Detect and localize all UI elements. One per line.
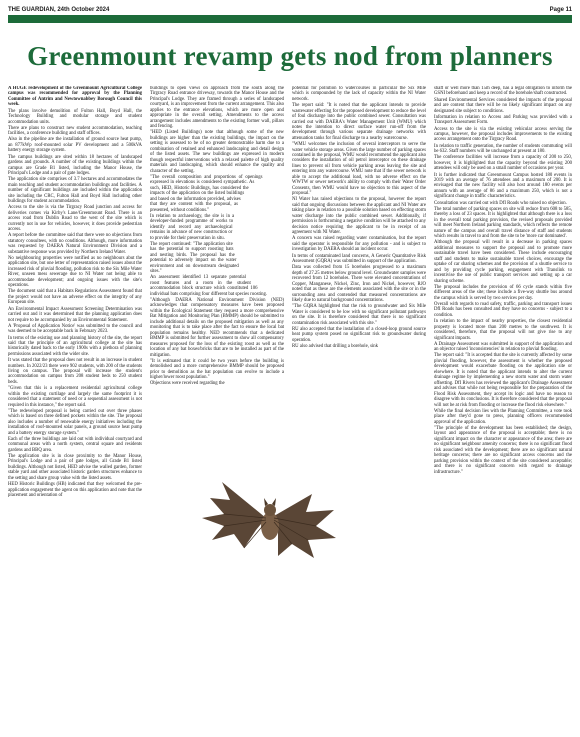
article-column-1	[8, 86, 142, 732]
article-paragraph: There are plans to construct new student accommodation, teaching facilities, a conference building and staff offices.	[8, 125, 142, 137]
article-paragraph: In terms of contaminated land concerns, A Generic Quantitative Risk Assessment (GQRA) was submitted in support of the application.	[292, 253, 426, 265]
article-paragraph: RU also advised that drilling a borehole, sink	[292, 344, 379, 350]
article-paragraph: The report said: "It is accepted that the site is currently affected by some pluvial flooding, however, the assessment is whether the proposed development would exacerbate flooding on the application site or elsewhere. It is noted that the applicant intends to alter the current drainage regime by implementing a new storm water and storm water offsetting. DfI Rivers has reviewed the applicant's Drainage Assessment and advises that while not being responsible for the preparation of the Flood Risk Assessment, they accept its logic and have no reason to disagree with its conclusions. It is therefore considered that the proposal will not be at risk from flooding or increase the flood risk elsewhere."	[434, 353, 572, 408]
article-paragraph: "WMU welcomes the inclusion of several interceptors to serve the water vehicle storage areas. Given the large number of parking spaces contained in the proposal, WMU would recommend the applicant also considers the installation of oil petrol interceptor on these drainage lines to prevent oil from vehicle parking areas leaving the site and entering into any watercourse. WMU note that if the sewer network is able to accept the additional load, with no adverse effect on the WWTW or sewer network's ability to comply with their Water Order Consents, then WMU would have no objection to this aspect of the proposal."	[292, 142, 426, 197]
article-paragraph: The plans involve demolition of Fulton Hall, Boyd Hall, the Technology Building and modular storage and student accommodation units.	[8, 108, 142, 125]
article-paragraph: The document said that a Habitats Regulations Assessment found that the project would not have an adverse effect on the integrity of any European site.	[8, 289, 142, 306]
article-paragraph: RU also accepted that the installation of a closed-loop ground source heat pump system posed no significant risk to groundwater during operation.	[292, 326, 426, 343]
article-paragraph: The conference facilities will increase from a capacity of 200 to 250, however, it is highlighted that the capacity beyond the existing 200 attendees will only be used on a small number of occasions per year.	[434, 155, 572, 172]
article-paragraph: An Environmental Impact Assessment Screening Determination was carried out and it was determined that the planning application does not require to be accompanied by an Environmental Statement.	[8, 306, 142, 323]
article-paragraph: "Although DAERA National Environment Division (NED) acknowledges that compensatory measures have been proposed within the Ecological Statement they request a more comprehensive Bat Mitigation and Monitoring Plan (BMMP) should be submitted to include additional details on the proposed mitigation as well as any monitoring that is to take place after the fact to ensure the local bat population remains healthy. NED recommends that a dedicated BMMP is submitted for further assessment to show all compensatory measures proposed for the loss of the existing roost as well as the location of any bat boxes/bricks that are to be installed as part of the mitigation.	[150, 298, 284, 358]
article-paragraph: While the final decision lies with the Planning Committee, a vote took place after they'd gone to press, planning officers recommended approval of the application.	[434, 408, 572, 425]
article-paragraph: In relation to archaeology, the site is in a developer-funded programme of works to identify and record any archaeological remains in advance of new construction or to provide for their preservation in situ.	[150, 213, 235, 241]
article-paragraph: Shared Environmental Services considered the impacts of the proposal and are content that there will be no likely significant impact on any designated site subject to conditions.	[434, 97, 572, 114]
article-paragraph: Although the proposal will result in a decrease in parking spaces additional measures to support the proposal and to promote more sustainable travel have been considered. These include encouraging staff and students to make sustainable travel choices, encourage the uptake of car sharing schemes and the provision of a shuttle service to and by providing cycle parking, engagement with Translink to incentivise the use of public transport services and setting up a car sharing scheme.	[434, 240, 572, 284]
article-paragraph: Overall with regards to road safety, traffic, parking and transport issues DfI Roads has been consulted and they have no concerns - subject to a condition.	[434, 301, 572, 318]
article-paragraph: Objections were received regarding the	[150, 381, 225, 387]
article-paragraph: "The overall composition and proportions of openings expressed in elevations is considered sympathetic. As such, HED, Historic Buildings, has considered the impacts of the application on the listed buildings and based on the information provided, advises that they are content with the proposal, as presented, without conditions."	[150, 174, 263, 213]
article-paragraph: "The GQRA highlighted that the risk to groundwater and Six Mile Water is considered to be low with no significant pollutant pathways on the site. It is therefore considered that there is no significant contamination risk associated with this site."	[292, 304, 426, 326]
article-paragraph: "The redeveloped proposal is being carried out over three phases which is based on three defined pockets within the site. The proposal also includes a number of renewable energy initiatives including the installation of roof-mounted solar panels, a ground source heat pump and a battery energy storage system."	[8, 408, 142, 436]
article-paragraph: It was stated that the proposal does not result in an increase in student numbers. In 2022/23 there were 902 students, with 200 of the students living on campus. The proposal will increase the student's accommodation on campus from 208 student beds to 250 student beds.	[8, 358, 142, 385]
article-paragraph: "Given that this is a replacement residential agricultural college within the existing curtilage and largely the same footprint it is considered that a statement of need or a sequential assessment is not required in this instance," the report said.	[8, 386, 142, 408]
article-paragraph: HED Historic Buildings (HB) indicated that they welcomed the pre-application engagement the agent on this application and note that the placement and orientation of	[8, 482, 142, 498]
article-paragraph: "The principle of the development has been established; the design, layout and appearance of the proposal is acceptable; there is no significant impact on the character or appearance of the area; there are no significant neighbour amenity concerns; there is no significant flood risk associated with the development; there are no significant natural heritage concerns; there are no significant access concerns and the parking provision within the context of the site considered acceptable; and there is no significant concern with regard to drainage infrastructure."	[434, 425, 572, 475]
publication-date: THE GUARDIAN, 24th October 2024	[8, 6, 110, 13]
masthead	[8, 4, 572, 15]
article-paragraph: Data was collected from 15 boreholes progressed to a maximum depth of 27.25 metres below ground level. Groundwater samples were recovered from 12 boreholes. There were elevated concentrations of Copper, Manganese, Nickel, Zinc, Iron and Nickel, however, RJO noted that as these are the elements associated with the site or in the surrounding area and contended that measured concentrations are likely due to natural background concentrations.	[292, 265, 426, 303]
headline: Greenmount revamp gets nod from planners	[27, 41, 553, 71]
article-paragraph: In relation to the impact of nearby properties, the closest residential property is located more than 200 metres to the southwest. It is considered, therefore, that the proposal will not give rise to any significant impacts.	[434, 319, 572, 341]
article-paragraph: The application site comprises of 3.7 hectares and accommodates the main teaching and student accommodation buildings and facilities. A number of significant buildings are included within the application site including the CRC, Fulton Hall and Boyd Hall including other buildings for student accommodation.	[8, 177, 142, 205]
article-paragraph: Consultation was carried out with DfI Roads who raised no objection.	[434, 200, 567, 206]
article-paragraph: No neighbouring properties were notified as no neighbours abut the application site, but one letter of representation raised issues about the increased risk of pluvial flooding, pollution risk to the Six Mile Water River, unseen mess sewerage due to NI Water not being able to accommodate development; and ongoing issues with the site's operations.	[8, 255, 142, 289]
article-column-3	[292, 86, 426, 732]
page-number: Page 11	[549, 6, 572, 13]
article-paragraph: shaft or well more than 15m deep, has a legal obligation to inform the GSNI beforehand and keep a record of the borehole/shaft constructed.	[434, 86, 572, 97]
article-paragraph: "It is estimated that it could be two years before the building is demolished and a more comprehensive BMMP should be proposed prior to demolition as the bat population can evolve to include a higher/lower roost population."	[150, 358, 284, 381]
article-paragraph: In terms of the existing use and planning history of the site, the report said that the principle of an agricultural college at the site has historically dated back to the early 1900s with a plethora of planning permissions associated with the wider site.	[8, 335, 142, 357]
article-paragraph: Access to the site is via the Tirgracy Road junction and access for deliveries comes via Kirby's Lane/Greenmount Road. There is an access road from Dublin Road to the west of the site which is currently not in use for vehicles, however, it does provide pedestrian access.	[8, 205, 142, 233]
article-paragraph: The total number of parking spaces on site will reduce from 608 to 585, thereby a loss of 23 spaces. It is highlighted that although there is a loss in the overall total parking provision, the revised proposals provided will meet Northern Ireland parking standards, which reflects the remote nature of the campus and overall travel distance of staff and students which results in travel to and from the site to be 'more car dominated'.	[434, 206, 572, 240]
article-paragraph: A HUGE redevelopment of the Greenmount Agricultural College campus was recommended for approval by the Planning Committee of Antrim and Newtownabbey Borough Council this week.	[8, 86, 142, 108]
article-paragraph: Each of the three buildings are laid out with individual courtyard and communal areas with a north system, central square and residents gardens and BBQ area.	[8, 436, 142, 453]
article-paragraph: NI Water has raised objections to the proposal, however the report said that ongoing discussions between the applicant and NI Water are taking place in relation to a possible solution based on effecting storm water discharge into the public combined sewer. Additionally, if permission is forthcoming a negative condition will be attached to any decision notice requiring the applicant to be in receipt of an agreement with NI Water.	[292, 197, 426, 236]
article-paragraph: An assessment identified 13 separate potential roost features and a room in the student accommodation block structure which constituted 106 individual bats comprising four different bat species roosting.	[150, 275, 268, 297]
masthead-rule	[8, 15, 572, 23]
article-paragraph: potential for pollution to watercourses in particular the Six Mile which is compounded by the lack of capacity within the NI Water network.	[292, 86, 426, 102]
article-column-4	[434, 86, 572, 732]
bat-body	[261, 512, 279, 540]
article-paragraph: Information in relation to Access and Parking was provided with a Transport Assessment Form.	[434, 114, 572, 126]
article-paragraph: Also in the pipeline are the installation of ground source heat pump, an 877kWp roof-mounted solar PV development and a 500kVA battery energy storage system.	[8, 137, 142, 154]
article-paragraph: The report continued: "The application site has the potential to support roosting bats and nesting birds. The proposal has the potential to adversely impact on the water environment and on downstream designated sites."	[150, 241, 239, 275]
article-paragraph: "HED (Listed Buildings) note that although some of the new buildings are higher than the existing buildings, the impact on the setting is assessed to be of no greater demonstrable harm due to a combination of retained and enhanced landscaping and detail design of the listed assets. The new buildings are expressed in modern though respectful interventions with a relaxed palette of high quality materials and landscaping, which should enhance the quality and character of the setting.	[150, 130, 284, 174]
article-paragraph: A report before the committee said that there were no objections from statutory consultees, with no conditions. Although, more information was requested by DAERA Natural Environment Division and a substantive response was provided by Northern Ireland Water.	[8, 233, 142, 255]
article-paragraph: It is further indicated that Greenmount Campus hosted 180 events in 2019 with an average of 76 attendees and a maximum of 200. It is envisaged that the new facility will also host around 180 events per annum with an average of 86 and a maximum 250, which is not a significant change in traffic characteristics.	[434, 172, 572, 200]
bat-head	[264, 504, 276, 516]
article-paragraph: The report said: "It is noted that the applicant intends to provide wastewater effecting for the proposed development to reduce the level of foul discharge into the public combined sewer. Consultation was carried out with DAERA's Water Management Unit (WMU) which notes the intention to direct surface water run-off from the development through various separate drainage networks with attenuation tanks for final discharge to a nearby watercourse.	[292, 103, 426, 141]
article-paragraph: A Drainage Assessment was submitted in support of the application and an objector raised 'inconsistencies' in relation to pluvial flooding.	[434, 341, 572, 353]
article-paragraph: The campus buildings are sited within 18 hectares of landscaped gardens and grounds. A number of the existing buildings within the campus are Grade B1 listed, including the Manor House, the Principal's Lodge and a pair of gate lodges.	[8, 154, 142, 176]
article-paragraph: In relation to traffic generation, the number of students commuting will be 632. Staff numbers will be unchanged at present at 180.	[434, 143, 572, 155]
bat-photo	[194, 460, 344, 580]
article-paragraph: A 'Proposal of Application Notice' was submitted to the council and was deemed to be acceptable back in February 2023.	[8, 323, 142, 335]
article-paragraph: The proposal includes the provision of 66 cycle stands within five different areas of the site; these include a five-way shuttle bus around the campus which is served by two services per day.	[434, 284, 572, 301]
article-column-2	[150, 86, 284, 732]
article-paragraph: The application site is in close proximity to the Manor House, Principal's Lodge and a pair of gate lodges, all Grade B1 listed buildings. Although not listed, HED advise the walled garden, former stable yard and other associated historic garden structures enhance to the setting and share group value with the listed assets.	[8, 454, 142, 481]
article-paragraph: buildings to open views on approach from the south along the Tirgracy Road entrance driveway, towards the Manor House and the Principal's Lodge. They are framed through a series of landscaped courtyard, is an improvement from the current arrangement. This also applies to the entrance elevations, which are more open and appropriate in the overall setting. Amendments to the access arrangement includes amendments to the existing former wall, pillars and fencing.	[150, 86, 284, 130]
article-paragraph: Access to the site is via the existing vehicular access serving the campus, however, the proposal includes improvements to the existing access arrangement onto the Tirgracy Road.	[434, 126, 572, 143]
article-paragraph: A concern was raised regarding water contamination, but the report said the operator is responsible for any pollution - and is subject to investigation by DAERA should an incident occur.	[292, 236, 426, 253]
